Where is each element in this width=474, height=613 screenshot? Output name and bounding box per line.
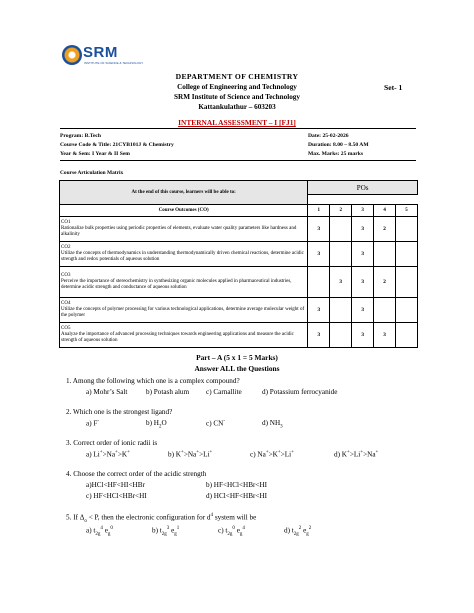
co-value — [330, 323, 352, 348]
q4-option-c: c) HF<HCl<HBr<HI — [86, 492, 147, 500]
q5-option-d: d) $t_{2g}^2$ $e_g^2$ — [284, 526, 312, 537]
question-4: 4. Choose the correct order of the acidic strength — [66, 470, 207, 478]
q4-option-b: b) HF<HCl<HBr<HI — [206, 481, 268, 489]
question-5: 5. If $\Delta_o < P$, then the electronic configuration for $d^4$ system will be — [66, 513, 257, 524]
co-row — [60, 267, 418, 298]
option-text: b) H — [146, 419, 159, 427]
divider — [60, 160, 416, 161]
q5-option-c: c) $t_{2g}^0$ $e_g^4$ — [218, 526, 245, 537]
po-number: 4 — [374, 205, 396, 217]
po-number: 3 — [352, 205, 374, 217]
co-text: Utilize the concepts of polymer processing for various technological applications, determine average molecular weight of the polymer — [61, 307, 305, 318]
cam-head-text: At the end of this course, learners will be able to: — [60, 181, 308, 205]
option-text: b) K — [168, 450, 181, 459]
question-1: 1. Among the following which one is a complex compound? — [66, 377, 240, 385]
option-text: a) Li — [86, 450, 100, 459]
co-value: 3 — [352, 242, 374, 267]
pos-header: POs — [308, 181, 418, 195]
srm-logo — [62, 44, 144, 66]
co-value: 3 — [308, 217, 330, 242]
q5-option-a: a) $t_{2g}^4$ $e_g^0$ — [86, 526, 113, 537]
co-code: CO4 — [61, 301, 71, 306]
date-label: Date: 25-02-2026 — [308, 133, 349, 139]
co-value: 3 — [330, 267, 352, 298]
co-value: 2 — [374, 217, 396, 242]
logo-text: SRM — [83, 44, 118, 61]
co-code: CO5 — [61, 326, 71, 331]
college-name: College of Engineering and Technology — [177, 83, 297, 91]
co-value: 2 — [374, 267, 396, 298]
co-cell — [60, 217, 308, 242]
co-value: 3 — [308, 323, 330, 348]
co-value: 3 — [352, 217, 374, 242]
option-text: d) K — [334, 450, 347, 459]
logo-subtext: INSTITUTE OF SCIENCE & TECHNOLOGY — [84, 61, 144, 65]
co-header: Course Outcomes (CO) — [60, 205, 308, 217]
co-code: CO1 — [61, 220, 71, 225]
co-text: Utilize the concepts of thermodynamics in understanding thermodynamically driven chemical reactions, determine acidic strength and redox potentials of aqueous solution — [61, 251, 304, 262]
co-cell — [60, 267, 308, 298]
co-value: 3 — [352, 323, 374, 348]
question-2: 2. Which one is the strongest ligand? — [66, 408, 173, 416]
co-code: CO2 — [61, 245, 71, 250]
q2-option-a: a) F- — [86, 419, 100, 428]
duration-label: Duration: 8.00 – 8.50 AM — [308, 142, 369, 148]
option-text: c) t — [218, 526, 228, 535]
question-3: 3. Correct order of ionic radii is — [66, 439, 158, 447]
co-row — [60, 323, 418, 348]
year-label: Year & Sem: I Year & II Sem — [60, 151, 130, 157]
co-value — [330, 298, 352, 323]
question-text: system will be — [213, 513, 257, 522]
co-value — [396, 298, 418, 323]
option-text: b) t — [152, 526, 162, 535]
co-value — [330, 242, 352, 267]
assessment-title: INTERNAL ASSESSMENT – I [FJ1] — [178, 118, 296, 127]
q3-option-c: c) Na+>K+>Li+ — [250, 450, 294, 459]
q4-option-a: a)HCl<HF<HI<HBr — [86, 481, 145, 489]
course-label: Course Code & Title: 21CYB101J & Chemistry — [60, 142, 174, 148]
department-title: DEPARTMENT OF CHEMISTRY — [175, 72, 299, 81]
question-text: < P, then the electronic configuration for d — [86, 513, 211, 522]
co-cell — [60, 298, 308, 323]
co-code: CO3 — [61, 273, 71, 278]
q4-option-d: d) HCl<HF<HBr<HI — [206, 492, 268, 500]
q2-option-c: c) CN- — [206, 419, 226, 428]
co-value — [396, 323, 418, 348]
po-number: 1 — [308, 205, 330, 217]
q2-option-b: b) $H_2O$ — [146, 419, 167, 430]
co-value — [374, 242, 396, 267]
co-cell — [60, 242, 308, 267]
po-number: 2 — [330, 205, 352, 217]
q1-option-a: a) Mohr’s Salt — [86, 388, 128, 396]
question-text: 5. If Δ — [66, 513, 85, 522]
place-name: Kattankulathur – 603203 — [198, 103, 276, 111]
divider — [60, 128, 416, 129]
co-value — [396, 267, 418, 298]
set-number: Set- 1 — [384, 83, 403, 92]
co-text: Rationalize bulk properties using periodic properties of elements, evaluate water quality parameters like hardness and alkalinity — [61, 226, 297, 237]
option-text: a) t — [86, 526, 96, 535]
co-value: 3 — [308, 298, 330, 323]
q1-option-d: d) Potassium ferrocyanide — [262, 388, 338, 396]
q1-option-c: c) Carnallite — [206, 388, 242, 396]
co-text: Analyze the importance of advanced processing techniques towards engineering applications and measure the acidic strength of aqueous solution — [61, 332, 294, 343]
co-row — [60, 217, 418, 242]
co-value — [330, 217, 352, 242]
co-value — [396, 242, 418, 267]
program-label: Program: B.Tech — [60, 133, 102, 139]
institute-name: SRM Institute of Science and Technology — [174, 93, 300, 101]
cam-title: Course Articulation Matrix — [60, 170, 124, 176]
q3-option-d: d) K+>Li+>Na+ — [334, 450, 379, 459]
q3-option-b: b) K+>Na+>Li+ — [168, 450, 213, 459]
option-text: d) t — [284, 526, 294, 535]
marks-label: Max. Marks: 25 marks — [308, 151, 363, 157]
co-value — [374, 298, 396, 323]
option-text: c) CN — [206, 419, 224, 428]
option-text: c) Na — [250, 450, 266, 459]
q5-option-b: b) $t_{2g}^3$ $e_g^1$ — [152, 526, 180, 537]
co-value — [308, 267, 330, 298]
co-value — [396, 217, 418, 242]
part-a-instruction: Answer ALL the Questions — [194, 364, 280, 373]
co-cell — [60, 323, 308, 348]
option-text: O — [161, 419, 167, 427]
co-row — [60, 242, 418, 267]
co-row — [60, 298, 418, 323]
co-value: 3 — [352, 267, 374, 298]
option-text: a) F — [86, 419, 98, 428]
co-text: Perceive the importance of stereochemistry in synthesizing organic molecules applied in pharmaceutical industries, determine acidic strength and conductance of aqueous solution — [61, 279, 292, 290]
q1-option-b: b) Potash alum — [146, 388, 190, 396]
course-articulation-matrix — [59, 180, 418, 348]
part-a-title: Part – A (5 x 1 = 5 Marks) — [196, 353, 278, 362]
q2-option-d: d) $NH_3$ — [262, 419, 283, 430]
co-value: 3 — [374, 323, 396, 348]
option-text: d) NH — [262, 419, 281, 427]
co-value: 3 — [308, 242, 330, 267]
q3-option-a: a) Li+>Na+>K+ — [86, 450, 130, 459]
po-number: 5 — [396, 205, 418, 217]
co-value: 3 — [352, 298, 374, 323]
logo-emblem-icon — [62, 45, 82, 65]
